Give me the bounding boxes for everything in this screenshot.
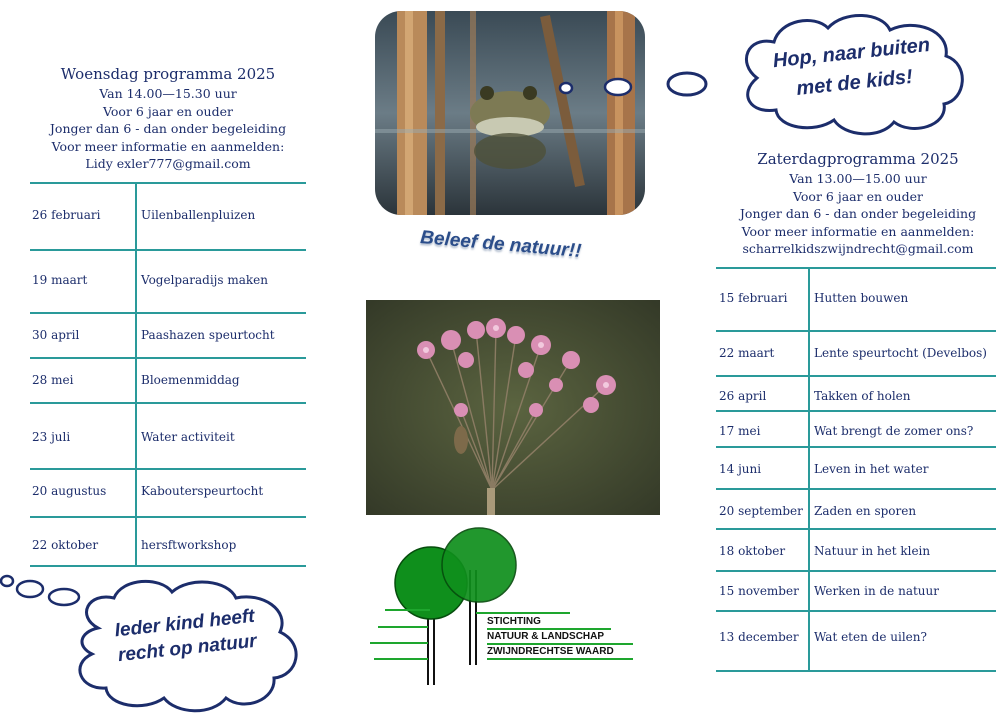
right-program-info: Voor meer informatie en aanmelden: xyxy=(741,223,975,239)
left-program-header xyxy=(30,64,306,173)
schedule-date: 28 mei xyxy=(32,373,74,387)
schedule-activity: Wat brengt de zomer ons? xyxy=(814,424,974,438)
logo-line2: NATUUR & LANDSCHAP xyxy=(487,631,633,645)
schedule-activity: Vogelparadijs maken xyxy=(141,273,268,287)
schedule-row xyxy=(30,402,306,468)
schedule-date: 22 oktober xyxy=(32,538,99,552)
schedule-row xyxy=(30,182,306,249)
cloud-bubble-large xyxy=(49,589,79,605)
right-schedule-table xyxy=(716,267,996,672)
schedule-row xyxy=(30,357,306,402)
schedule-date: 26 april xyxy=(719,389,767,403)
left-program-supervision: Jonger dan 6 - dan onder begeleiding xyxy=(49,121,287,136)
cloud-bubble-medium xyxy=(17,581,43,597)
cloud-bubble-small xyxy=(1,576,13,586)
schedule-row xyxy=(716,488,996,528)
right-program-time: Van 13.00—15.00 uur xyxy=(789,171,927,186)
schedule-date: 23 juli xyxy=(32,430,71,444)
schedule-activity: Hutten bouwen xyxy=(814,291,909,305)
cloud-bottom-line1: Ieder kind heeft xyxy=(113,605,256,642)
cloud-top-line2: met de kids! xyxy=(795,65,914,100)
schedule-date: 18 oktober xyxy=(719,544,786,558)
cloud-bubble-large xyxy=(668,73,706,95)
logo-line3: ZWIJNDRECHTSE WAARD xyxy=(487,646,633,660)
schedule-activity: Zaden en sporen xyxy=(814,504,917,518)
schedule-row xyxy=(716,610,996,670)
schedule-date: 20 september xyxy=(719,504,803,518)
left-schedule-table xyxy=(30,182,306,567)
schedule-date: 26 februari xyxy=(32,208,101,222)
flower-photo-illustration xyxy=(366,300,660,515)
schedule-date: 15 november xyxy=(719,584,799,598)
schedule-activity: Wat eten de uilen? xyxy=(814,630,927,644)
schedule-activity: Kabouterspeurtocht xyxy=(141,484,264,498)
cloud-bubble-small xyxy=(560,83,572,93)
cloud-top-line1: Hop, naar buiten xyxy=(771,33,932,73)
schedule-activity: Werken in de natuur xyxy=(814,584,939,598)
organisation-logo xyxy=(370,525,650,690)
schedule-activity: Water activiteit xyxy=(141,430,235,444)
schedule-row xyxy=(716,330,996,375)
schedule-activity: Bloemenmiddag xyxy=(141,373,240,387)
schedule-row xyxy=(716,375,996,410)
left-program-title: Woensdag programma 2025 xyxy=(60,65,276,83)
schedule-row xyxy=(30,312,306,357)
left-program-time: Van 14.00—15.30 uur xyxy=(99,86,237,101)
right-program-header xyxy=(716,149,1000,258)
right-program-supervision: Jonger dan 6 - dan onder begeleiding xyxy=(739,206,977,221)
schedule-activity: Natuur in het klein xyxy=(814,544,931,558)
flower-photo xyxy=(366,300,660,515)
schedule-activity: Uilenballenpluizen xyxy=(141,208,256,222)
schedule-row xyxy=(716,446,996,488)
schedule-date: 20 augustus xyxy=(32,484,107,498)
schedule-row xyxy=(30,468,306,516)
schedule-activity: Paashazen speurtocht xyxy=(141,328,275,342)
left-program-contact: Lidy exler777@gmail.com xyxy=(85,156,251,171)
tagline: Beleef de natuur!! xyxy=(419,227,583,263)
schedule-date: 22 maart xyxy=(719,346,775,360)
schedule-end-line xyxy=(716,670,996,672)
schedule-date: 15 februari xyxy=(719,291,788,305)
schedule-row xyxy=(716,267,996,330)
left-program-info: Voor meer informatie en aanmelden: xyxy=(51,138,285,154)
cloud-bubble-medium xyxy=(605,79,631,95)
schedule-activity: Leven in het water xyxy=(814,462,929,476)
right-program-title: Zaterdagprogramma 2025 xyxy=(757,150,959,168)
schedule-activity: Lente speurtocht (Develbos) xyxy=(814,346,987,360)
schedule-activity: Takken of holen xyxy=(814,389,911,403)
schedule-row xyxy=(716,570,996,610)
schedule-date: 19 maart xyxy=(32,273,88,287)
logo-line1: STICHTING xyxy=(487,616,611,630)
right-program-contact: scharrelkidszwijndrecht@gmail.com xyxy=(742,241,974,256)
schedule-row xyxy=(30,516,306,565)
logo-trees-icon xyxy=(370,525,650,690)
schedule-end-line xyxy=(30,565,306,567)
cloud-bottom-line2: recht op natuur xyxy=(116,630,258,667)
schedule-row xyxy=(30,249,306,312)
schedule-date: 30 april xyxy=(32,328,80,342)
schedule-row xyxy=(716,410,996,446)
schedule-date: 13 december xyxy=(719,630,799,644)
schedule-date: 14 juni xyxy=(719,462,762,476)
right-program-age: Voor 6 jaar en ouder xyxy=(793,188,923,204)
left-program-age: Voor 6 jaar en ouder xyxy=(103,103,233,119)
schedule-row xyxy=(716,528,996,570)
schedule-date: 17 mei xyxy=(719,424,761,438)
schedule-activity: hersftworkshop xyxy=(141,538,237,552)
